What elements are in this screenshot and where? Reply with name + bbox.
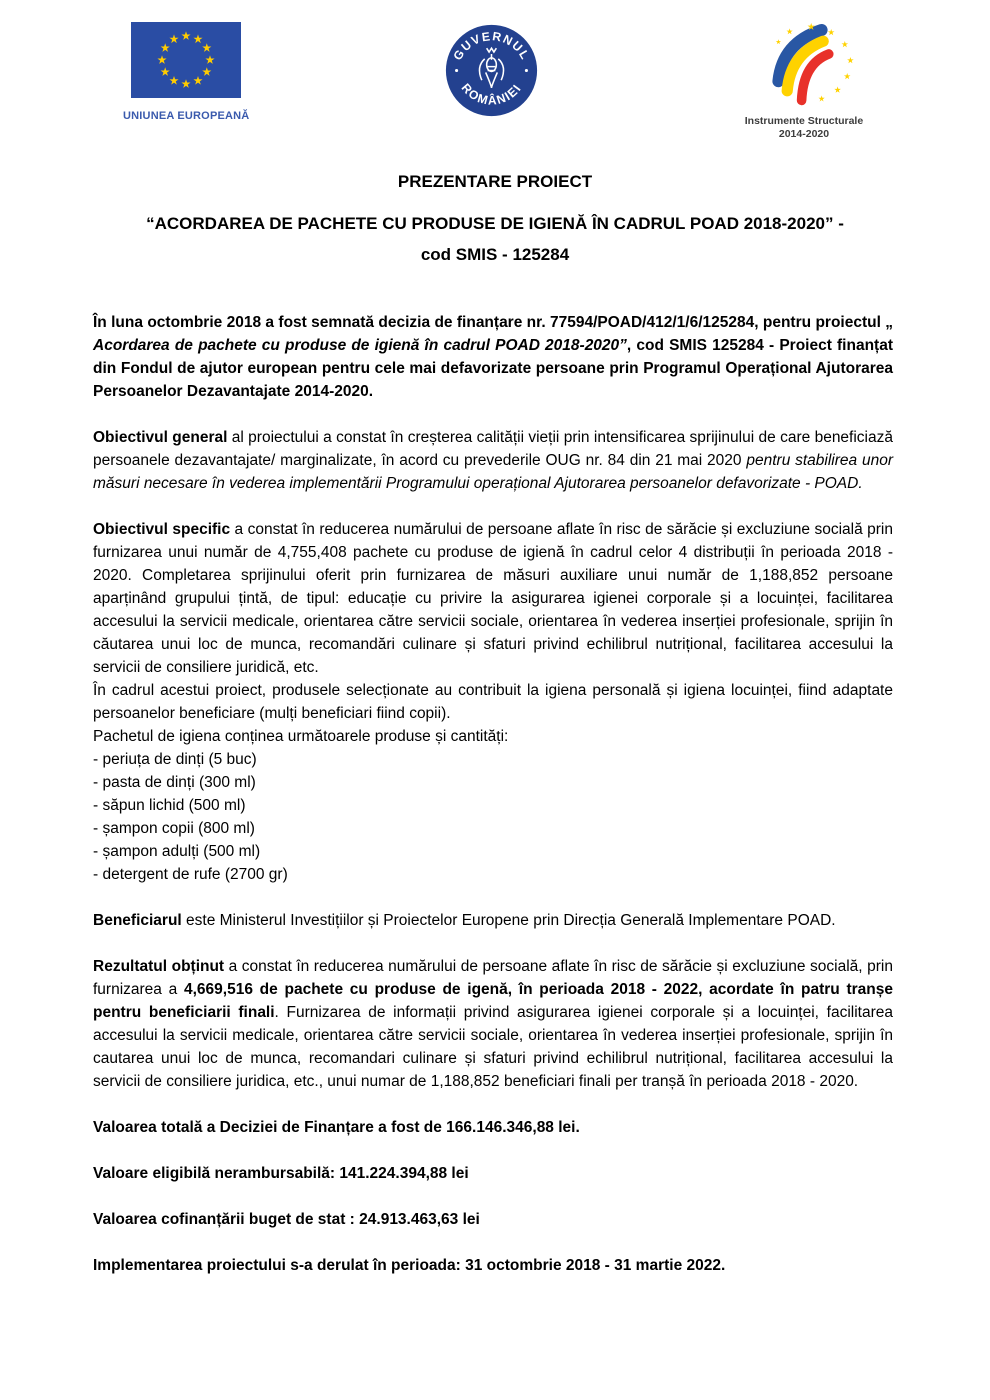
text-run: este Ministerul Investițiilor și Proiectelor Europene prin Direcția Generală Implementare POAD. [181,912,836,929]
list-item: - șampon adulți (500 ml) [93,843,261,860]
paragraph-general-objective [93,426,893,495]
text-run: 4,669,516 de pachete cu produse de igenă, în perioada 2018 - 2022, acordate în patru tranșe pentru beneficiarii finali [93,981,894,1021]
project-title-line2: cod SMIS - 125284 [420,245,570,264]
cofinancing-value-line: Valoarea cofinanțării buget de stat : 24.913.463,63 lei [93,1211,480,1228]
structural-instruments-label-line1: Instrumente Structurale [744,115,864,127]
text-run: a constat în reducerea numărului de persoane aflate în risc de sărăcie și excluziune socială, prin furnizarea a [93,958,893,998]
text-run: Acordarea de pachete cu produse de igienă în cadrul POAD 2018-2020” [93,337,627,354]
government-logo-block [443,22,540,124]
logo-header [0,0,990,141]
document-body [93,311,893,1277]
svg-text:GUVERNUL: GUVERNUL [450,29,533,63]
government-seal-icon [443,22,540,119]
text-run: Rezultatul obținut [93,958,225,975]
text-run: În cadrul acestui proiect, produsele selecționate au contribuit la igiena personală și igiena locuinței, fiind adaptate persoanelor beneficiare (mulți beneficiari fiind copii). [93,682,893,722]
project-title-line1: “ACORDAREA DE PACHETE CU PRODUSE DE IGIENĂ ÎN CADRUL POAD 2018-2020” - [146,214,844,233]
svg-text:ROMÂNIEI: ROMÂNIEI [458,80,525,108]
text-run: pentru stabilirea unor măsuri necesare în vederea implementării Programului operațional Ajutorarea persoanelor defavorizate - POAD. [93,452,893,492]
eu-flag-icon [131,22,241,98]
text-run: . Furnizarea de informații privind asigurarea igienei corporale și a locuinței, facilitarea accesului la servicii medicale, orientarea către servicii sociale, orientarea în vederea inserției profesionale, sprijin în cautarea unui loc de munca, recomandari culinare și sfaturi privind echilibrul nutrițional, facilitarea accesului la servicii de consiliere juridica, etc., unui numar de 1,188,852 beneficiari finali per tranșă în perioada 2018 - 2020. [93,1004,893,1090]
paragraph-specific-objective [93,518,893,679]
paragraph-beneficiary [93,909,893,932]
list-item: - șampon copii (800 ml) [93,820,255,837]
implementation-period-line: Implementarea proiectului s-a derulat în perioada: 31 octombrie 2018 - 31 martie 2022. [93,1257,726,1274]
product-list [93,748,893,886]
paragraph-result [93,955,893,1093]
list-item: - pasta de dinți (300 ml) [93,774,256,791]
eu-logo-label: UNIUNEA EUROPEANĂ [123,110,250,122]
text-run: În luna octombrie 2018 a fost semnată decizia de finanțare nr. 77594/POAD/412/1/6/125284, pentru proiectul „ [93,314,893,331]
structural-instruments-icon [734,22,874,106]
paragraph-products-intro [93,679,893,725]
structural-instruments-label [734,115,874,141]
list-item: - săpun lichid (500 ml) [93,797,246,814]
total-value-line: Valoarea totală a Deciziei de Finanțare a fost de 166.146.346,88 lei. [93,1119,580,1136]
text-run: Beneficiarul [93,912,182,929]
text-run: Obiectivul general [93,429,228,446]
eligible-value-line: Valoare eligibilă nerambursabilă: 141.224.394,88 lei [93,1165,469,1182]
text-run: a constat în reducerea numărului de persoane aflate în risc de sărăcie și excluziune socială prin furnizarea unui număr de 4,755,408 pachete cu produse de igienă în cadrul celor 4 distribuții în perioada 2018 - 2020. Completarea sprijinului oferit prin furnizarea de măsuri auxiliare unui număr de 1,188,852 persoane aparținând grupului țintă, de tipul: educație cu privire la asigurarea igienei corporale și a locuinței, facilitarea accesului la servicii medicale, orientarea către servicii sociale, orientarea în vederea inserției profesionale, sprijin în căutarea unui loc de munca, recomandări culinare și sfaturi privind echilibrul nutrițional, facilitarea accesului la servicii de consiliere juridică, etc. [93,521,893,676]
paragraph-financing-decision [93,311,893,403]
list-item: - detergent de rufe (2700 gr) [93,866,288,883]
paragraph-package-heading [93,725,893,748]
project-title [60,208,930,270]
text-run: Pachetul de igiena conținea următoarele produse și cantități: [93,728,509,745]
structural-instruments-label-line2: 2014-2020 [778,128,830,140]
list-item: - periuța de dinți (5 buc) [93,751,257,768]
document-title: PREZENTARE PROIECT [397,172,593,191]
text-run: , cod SMIS 125284 - Proiect finanțat din Fondul de ajutor european pentru cele mai defavorizate persoane prin Programul Operațional Ajutorarea Persoanelor Dezavantajate 2014-2020. [93,337,893,400]
text-run: al proiectului a constat în creșterea calității vieții prin intensificarea sprijinului de care beneficiază persoanele dezavantajate/ marginalizate, în acord cu prevederile OUG nr. 84 din 21 mai 2020 [93,429,893,469]
text-run: Obiectivul specific [93,521,231,538]
structural-instruments-logo-block [734,22,874,141]
eu-logo-block [123,22,249,122]
